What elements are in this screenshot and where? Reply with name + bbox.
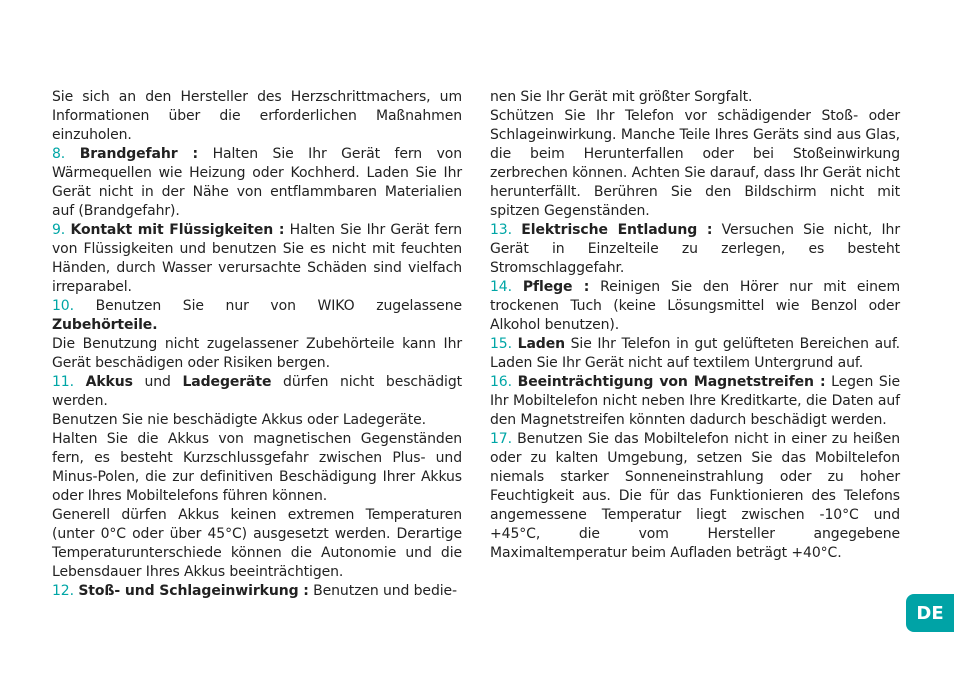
item-number: 16. [490, 374, 512, 390]
item-number: 9. [52, 222, 66, 238]
safety-item-17 [490, 430, 900, 563]
item-text: Sie Ihr Telefon in gut gelüfteten Bereichen auf. Laden Sie Ihr Gerät nicht auf textilem Untergrund auf. [490, 336, 900, 371]
right-column [490, 88, 900, 563]
paragraph-text: Schützen Sie Ihr Telefon vor schädigender Stoß- oder Schlageinwirkung. Manche Teile Ihres Geräts sind aus Glas, die beim Herunterfallen oder bei Stoßeinwirkung zerbrechen können. Achten Sie darauf, dass Ihr Gerät nicht herunterfällt. Berühren Sie den Bildschirm nicht mit spitzen Gegenständen. [490, 108, 900, 219]
item-term: Akkus [85, 374, 133, 390]
paragraph [52, 411, 462, 430]
safety-item-11 [52, 373, 462, 411]
item-text: Benutzen Sie nur von WIKO zugelassene [95, 298, 462, 314]
safety-item-10 [52, 297, 462, 335]
item-number: 8. [52, 146, 66, 162]
paragraph [52, 430, 462, 506]
item-number: 15. [490, 336, 512, 352]
item-term: Laden [517, 336, 565, 352]
item-text: Halten Sie Ihr Gerät fern von Flüssigkeiten und benutzen Sie es nicht mit feuchten Händen, durch Wasser verursachte Schäden sind vielfach irreparabel. [52, 222, 462, 295]
item-term: Pflege : [522, 279, 590, 295]
item-number: 17. [490, 431, 512, 447]
item-text: Versuchen Sie nicht, Ihr Gerät in Einzelteile zu zerlegen, es besteht Stromschlaggefahr. [490, 222, 900, 276]
item-term: Stoß- und Schlageinwirkung : [78, 583, 309, 599]
item-text: Benutzen und bedie- [313, 583, 457, 599]
item-text: Reinigen Sie den Hörer nur mit einem trockenen Tuch (keine Lösungsmittel wie Benzol oder Alkohol benutzen). [490, 279, 900, 333]
item-number: 11. [52, 374, 74, 390]
item-text: Legen Sie Ihr Mobiltelefon nicht neben Ihre Kreditkarte, die Daten auf den Magnetstreifen könnten dadurch beschädigt werden. [490, 374, 900, 428]
paragraph-text: Generell dürfen Akkus keinen extremen Temperaturen (unter 0°C oder über 45°C) ausgesetzt werden. Derartige Temperaturunterschiede können die Autonomie und die Lebensdauer Ihres Akkus beeinträchtigen. [52, 507, 462, 580]
item-number: 12. [52, 583, 74, 599]
item-term: Zubehörteile. [52, 317, 158, 333]
item-number: 10. [52, 298, 74, 314]
paragraph-text: Halten Sie die Akkus von magnetischen Gegenständen fern, es besteht Kurzschlussgefahr zwischen Plus- und Minus-Polen, die zur definitiven Beschädigung Ihrer Akkus oder Ihres Mobiltelefons führen können. [52, 431, 462, 504]
item-term: Brandgefahr : [79, 146, 199, 162]
paragraph-text: Die Benutzung nicht zugelassener Zubehörteile kann Ihr Gerät beschädigen oder Risiken bergen. [52, 336, 462, 371]
item-term: Kontakt mit Flüssigkeiten : [70, 222, 285, 238]
safety-item-15 [490, 335, 900, 373]
paragraph-text: nen Sie Ihr Gerät mit größter Sorgfalt. [490, 89, 753, 105]
safety-item-8 [52, 145, 462, 221]
item-term: Ladegeräte [182, 374, 272, 390]
paragraph [52, 506, 462, 582]
item-term: Elektrische Entladung : [521, 222, 713, 238]
item-text: Benutzen Sie das Mobiltelefon nicht in einer zu heißen oder zu kalten Umgebung, setzen Sie das Mobiltelefon niemals starker Sonneneinstrahlung oder zu hoher Feuchtigkeit aus. Die für das Funktionieren des Telefons angemessene Temperatur liegt zwischen -10°C und +45°C, die vom Hersteller angegebene Maximaltemperatur beim Aufladen beträgt +40°C. [490, 431, 900, 561]
item-text: dürfen nicht beschädigt werden. [52, 374, 463, 409]
safety-item-12 [52, 582, 462, 601]
safety-item-14 [490, 278, 900, 335]
paragraph-text: Sie sich an den Hersteller des Herzschrittmachers, um Informationen über die erforderlichen Maßnahmen einzuholen. [52, 89, 462, 143]
paragraph [490, 88, 900, 107]
item-number: 14. [490, 279, 512, 295]
item-term: Beeinträchtigung von Magnetstreifen : [517, 374, 826, 390]
item-text: Halten Sie Ihr Gerät fern von Wärmequellen wie Heizung oder Kochherd. Laden Sie Ihr Gerät nicht in der Nähe von entflammbaren Materialien auf (Brandgefahr). [52, 146, 463, 219]
safety-item-13 [490, 221, 900, 278]
language-tab[interactable] [906, 594, 954, 632]
language-tab-label: DE [916, 602, 944, 624]
safety-item-9 [52, 221, 462, 297]
paragraph-text: Benutzen Sie nie beschädigte Akkus oder Ladegeräte. [52, 412, 426, 428]
safety-item-16 [490, 373, 900, 430]
paragraph [52, 335, 462, 373]
paragraph [490, 107, 900, 221]
item-number: 13. [490, 222, 512, 238]
item-text: und [144, 374, 171, 390]
left-column [52, 88, 462, 601]
paragraph [52, 88, 462, 145]
